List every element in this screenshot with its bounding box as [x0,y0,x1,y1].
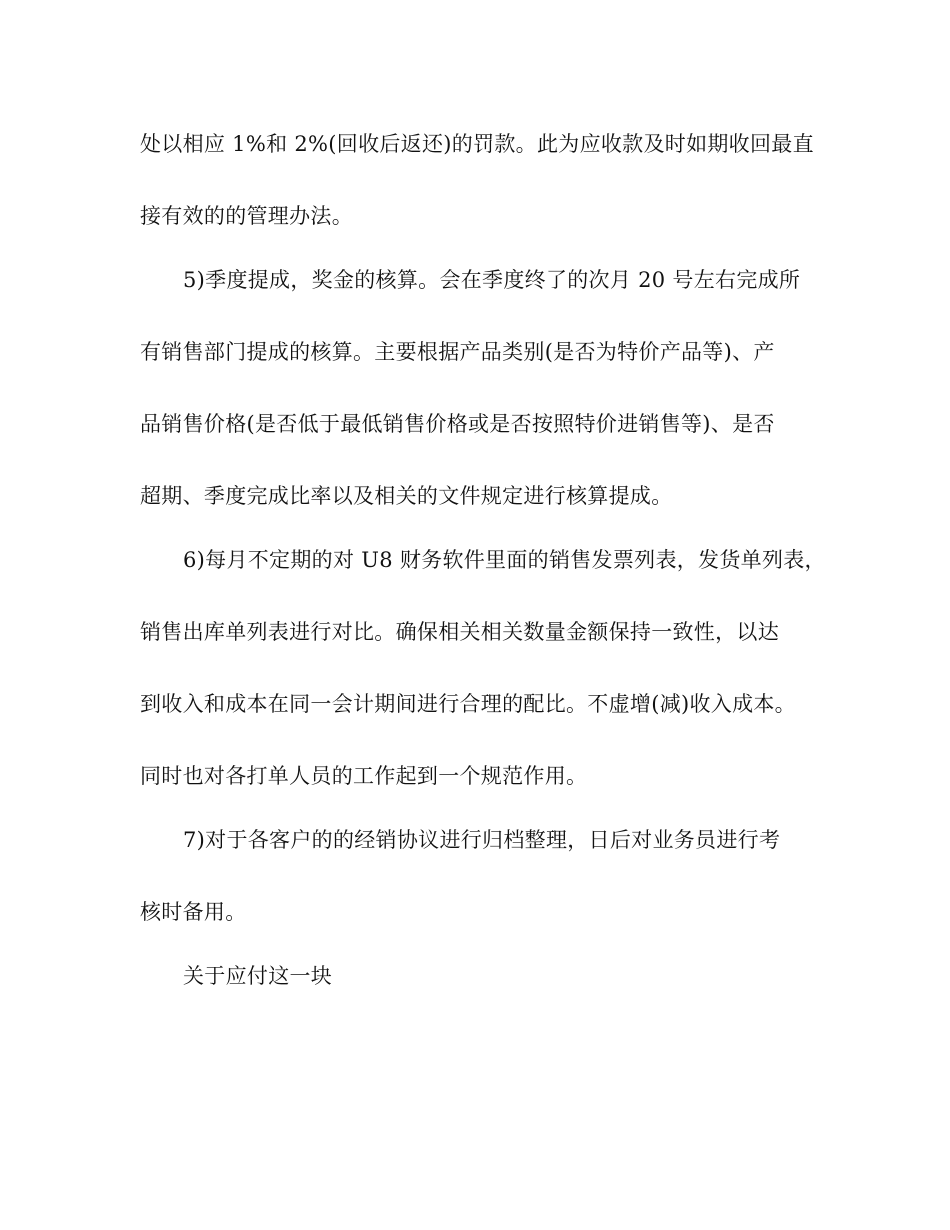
text-line: 品销售价格(是否低于最低销售价格或是否按照特价进销售等)、是否 [140,412,775,436]
text-line: 5)季度提成，奖金的核算。会在季度终了的次月 20 号左右完成所 [183,268,801,292]
section-heading: 关于应付这一块 [183,964,333,988]
text-line: 处以相应 1%和 2%(回收后返还)的罚款。此为应收款及时如期收回最直 [140,132,814,156]
text-line: 销售出库单列表进行对比。确保相关相关数量金额保持一致性，以达 [140,620,779,644]
text-line: 核时备用。 [140,900,247,924]
text-line: 接有效的的管理办法。 [140,204,353,228]
text-line: 6)每月不定期的对 U8 财务软件里面的销售发票列表，发货单列表， [183,548,826,572]
text-line: 到收入和成本在同一会计期间进行合理的配比。不虚增(减)收入成本。 [140,692,796,716]
text-line: 有销售部门提成的核算。主要根据产品类别(是否为特价产品等)、产 [140,340,775,364]
text-line: 超期、季度完成比率以及相关的文件规定进行核算提成。 [140,484,673,508]
text-line: 7)对于各客户的的经销协议进行归档整理，日后对业务员进行考 [183,828,781,852]
text-line: 同时也对各打单人员的工作起到一个规范作用。 [140,764,588,788]
